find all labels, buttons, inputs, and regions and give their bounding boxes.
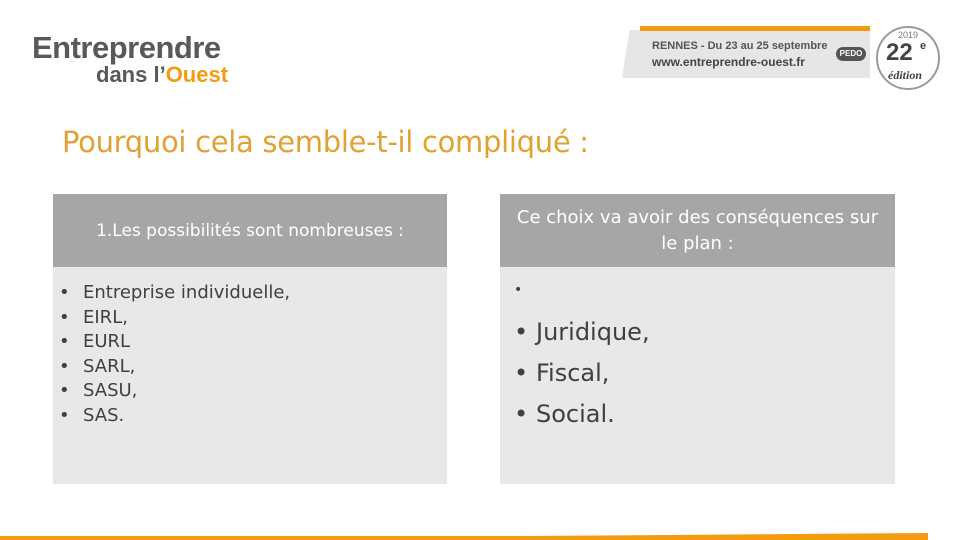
list-item: • EIRL, bbox=[59, 306, 290, 331]
seal-sup: e bbox=[920, 40, 927, 52]
seal-number: 22 bbox=[886, 39, 913, 66]
slide-title: Pourquoi cela semble-t-il compliqué : bbox=[62, 125, 589, 159]
logo-line2 bbox=[96, 62, 228, 88]
banner-url: www.entreprendre-ouest.fr bbox=[652, 55, 805, 69]
list-item: • Entreprise individuelle, bbox=[59, 281, 290, 306]
consequences-list bbox=[514, 312, 650, 435]
list-item: • EURL bbox=[59, 330, 290, 355]
banner-band bbox=[622, 30, 870, 78]
list-item: • SASU, bbox=[59, 379, 290, 404]
list-item: • Fiscal, bbox=[514, 353, 650, 394]
seal-edition: édition bbox=[888, 68, 923, 82]
list-item: • Juridique, bbox=[514, 312, 650, 353]
consequences-box bbox=[500, 194, 895, 484]
list-item: • SARL, bbox=[59, 355, 290, 380]
footer-stripe-base bbox=[0, 536, 928, 540]
banner-badge: PEDO bbox=[836, 47, 866, 61]
consequences-header: Ce choix va avoir des conséquences sur le plan : bbox=[500, 194, 895, 267]
logo-line2-accent: Ouest bbox=[165, 62, 229, 87]
edition-seal bbox=[876, 26, 940, 90]
seal-year: 2019 bbox=[897, 30, 919, 40]
entreprendre-logo bbox=[32, 30, 232, 92]
possibilities-box bbox=[53, 194, 447, 484]
banner-event: RENNES - Du 23 au 25 septembre bbox=[652, 40, 828, 52]
logo-line2-prefix: dans l’ bbox=[96, 62, 166, 87]
empty-bullet: • bbox=[514, 282, 523, 298]
list-item: • Social. bbox=[514, 394, 650, 435]
possibilities-list bbox=[59, 281, 290, 428]
possibilities-header: 1.Les possibilités sont nombreuses : bbox=[53, 194, 447, 267]
list-item: • SAS. bbox=[59, 404, 290, 429]
event-banner bbox=[622, 26, 952, 82]
logo-line1: Entreprendre bbox=[32, 30, 221, 65]
banner-stripe bbox=[640, 26, 870, 31]
